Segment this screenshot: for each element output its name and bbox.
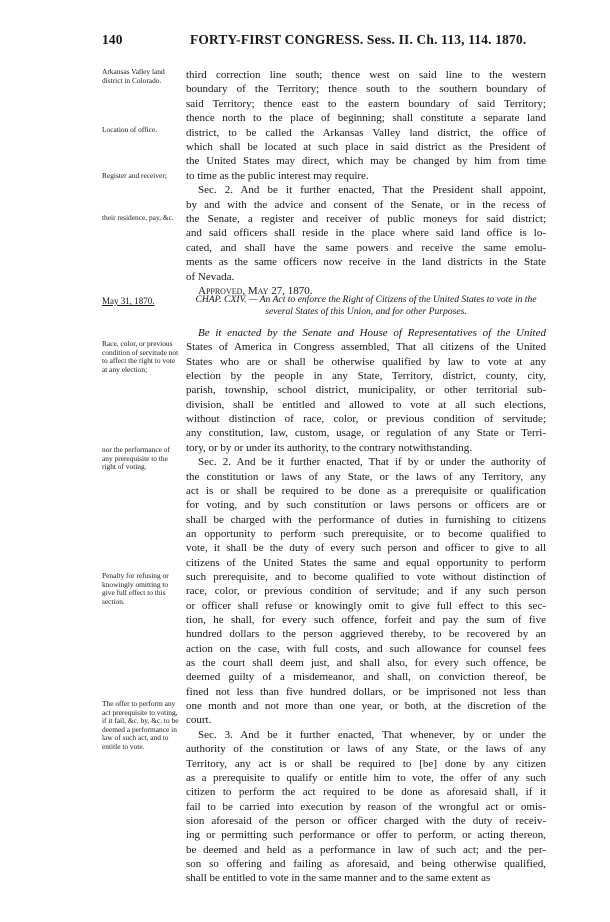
text-line: an opportunity to perform such prerequisite, or to become qualified to (186, 527, 546, 540)
text-line: cated, and shall have the same powers and receive the same emolu- (186, 241, 546, 254)
text-line: fined not less than five hundred dollars, or be imprisoned not less than (186, 685, 546, 698)
text-line: parish, township, school district, municipality, or other territorial sub- (186, 384, 546, 397)
text-line: boundary of the Territory; thence south to the southern boundary of (186, 83, 546, 96)
margin-note: The offer to perform any act prerequisite to voting, if it fail, &c. by, &c. to be deemed a performance in law of such act, and to entitle to vote. (102, 699, 179, 751)
page-header (102, 32, 562, 50)
text-line: election by the people in any State, Territory, district, county, city, (186, 370, 546, 383)
text-line: of Nevada. (186, 270, 235, 283)
text-line: act is or shall be required to be done as a prerequisite or qualification (186, 484, 546, 497)
text-line: said Territory; thence east to the eastern boundary of said Territory; (186, 97, 546, 110)
text-line: fail to be carried into execution by reason of the wrongful act or omis- (186, 800, 546, 813)
text-line: one month and not more than one year, or both, at the discretion of the (186, 700, 546, 713)
margin-note: Penalty for refusing or knowingly omitting to give full effect to this section. (102, 571, 169, 606)
text-line: and said officers shall reside in the place where said land office is lo- (186, 227, 546, 240)
text-line: Sec. 2. And be it further enacted, That the President shall appoint, (198, 184, 546, 197)
text-line: deemed guilty of a misdemeanor, and shall, on conviction thereof, be (186, 671, 546, 684)
text-line: or officer shall refuse or knowingly omit to give full effect to this sec- (186, 599, 546, 612)
text-line: the constitution or laws of any State, or the laws of any Territory, any (186, 470, 546, 483)
text-line: as the court shall deem just, and shall also, for every such offence, be (186, 657, 546, 670)
text-line: States who are or shall be otherwise qualified by law to vote at any (186, 355, 546, 368)
page-number: 140 (102, 32, 123, 47)
margin-note: Location of office. (102, 125, 158, 134)
text-line: Sec. 3. And be it further enacted, That whenever, by or under the (198, 728, 546, 741)
text-line: race, color, or previous condition of servitude; and if any such person (186, 585, 546, 598)
text-line: sion aforesaid of the person or officer charged with the duty of receiv- (186, 814, 546, 827)
text-line: shall be charged with the performance of duties in furnishing to citizens (186, 513, 546, 526)
text-line: which shall be located at such place in said district as the President of (186, 141, 546, 153)
text-line: citizen to perform the act required to be done as aforesaid shall, if it (186, 786, 546, 799)
margin-note: Arkansas Valley land district in Colorado. (102, 67, 165, 85)
text-line: division, shall be entitled and allowed to vote at all such elections, (186, 398, 546, 411)
margin-date: May 31, 1870. (102, 296, 155, 306)
text-line: vote, it shall be the duty of every such person and officer to give to all (186, 542, 546, 555)
margin-note: Register and receiver; (102, 171, 167, 180)
text-line: by and with the advice and consent of the Senate, or in the recess of (186, 198, 546, 211)
text-line: Sec. 2. And be it further enacted, That if by or under the authority of (198, 456, 546, 469)
text-line: for voting, and by such constitution or laws persons or officers are or (186, 499, 546, 512)
margin-note: nor the performance of any prerequisite to the right of voting. (102, 445, 170, 472)
text-line: the United States may direct, which may be changed by him from time (186, 155, 546, 168)
text-line: as a prerequisite to qualify or entitle him to vote, the offer of any such (186, 771, 546, 784)
margin-note: Race, color, or previous condition of servitude not to affect the right to vote at any election; (102, 339, 179, 374)
text-line: authority of the constitution or laws of any State, or the laws of any (186, 743, 546, 756)
text-line: Approved, May 27, 1870. (198, 285, 313, 297)
text-line: Be it enacted by the Senate and House of Representatives of the United (198, 327, 546, 339)
text-line: Territory, any act is or shall be required to [be] done by any citizen (186, 757, 546, 770)
text-line: action on the case, with full costs, and such allowance for counsel fees (186, 642, 546, 655)
running-title: FORTY-FIRST CONGRESS. Sess. II. Ch. 113, 114. 1870. (190, 32, 527, 47)
text-line: son so offering and failing as aforesaid, and being otherwise qualified, (186, 857, 546, 870)
margin-note: their residence, pay, &c. (102, 213, 174, 222)
text-line: ments as the same officers now receive in the land districts in the State (186, 256, 546, 269)
text-line: such prerequisite, and to become qualified to vote without distinction of (186, 570, 546, 583)
text-line: to time as the public interest may require. (186, 169, 369, 182)
text-line: thence north to the place of beginning; shall constitute a separate land (186, 112, 546, 125)
text-line: shall be entitled to vote in the same manner and to the same extent as (186, 872, 491, 885)
text-line: hundred dollars to the person aggrieved thereby, to be recovered by an (186, 628, 546, 641)
text-line: citizens of the United States the same and equal opportunity to perform (186, 556, 546, 569)
text-line: ing or permitting such performance or offer to perform, or acting thereon, (186, 829, 546, 842)
text-line: tion, he shall, for every such offence, forfeit and pay the sum of five (186, 614, 546, 626)
text-line: the Senate, a register and receiver of public moneys for said district; (186, 213, 546, 225)
chapter-heading: CHAP. CXIV. — An Act to enforce the Right of Citizens of the United States to vote in the several States of this Union, and for other Purposes. (195, 294, 537, 317)
text-line: without distinction of race, color, or previous condition of servitude; (186, 413, 546, 426)
text-line: third correction line south; thence west on said line to the western (186, 69, 546, 81)
text-line: any constitution, law, custom, usage, or regulation of any State or Terri- (186, 427, 546, 440)
text-line: States of America in Congress assembled, That all citizens of the United (186, 341, 546, 354)
text-line: be deemed and held as a performance in law of such act; and the per- (186, 843, 546, 856)
text-line: court. (186, 714, 212, 727)
text-line: tory, or by or under its authority, to the contrary notwithstanding. (186, 441, 473, 454)
text-line: district, to be called the Arkansas Valley land district, the office of (186, 126, 546, 139)
